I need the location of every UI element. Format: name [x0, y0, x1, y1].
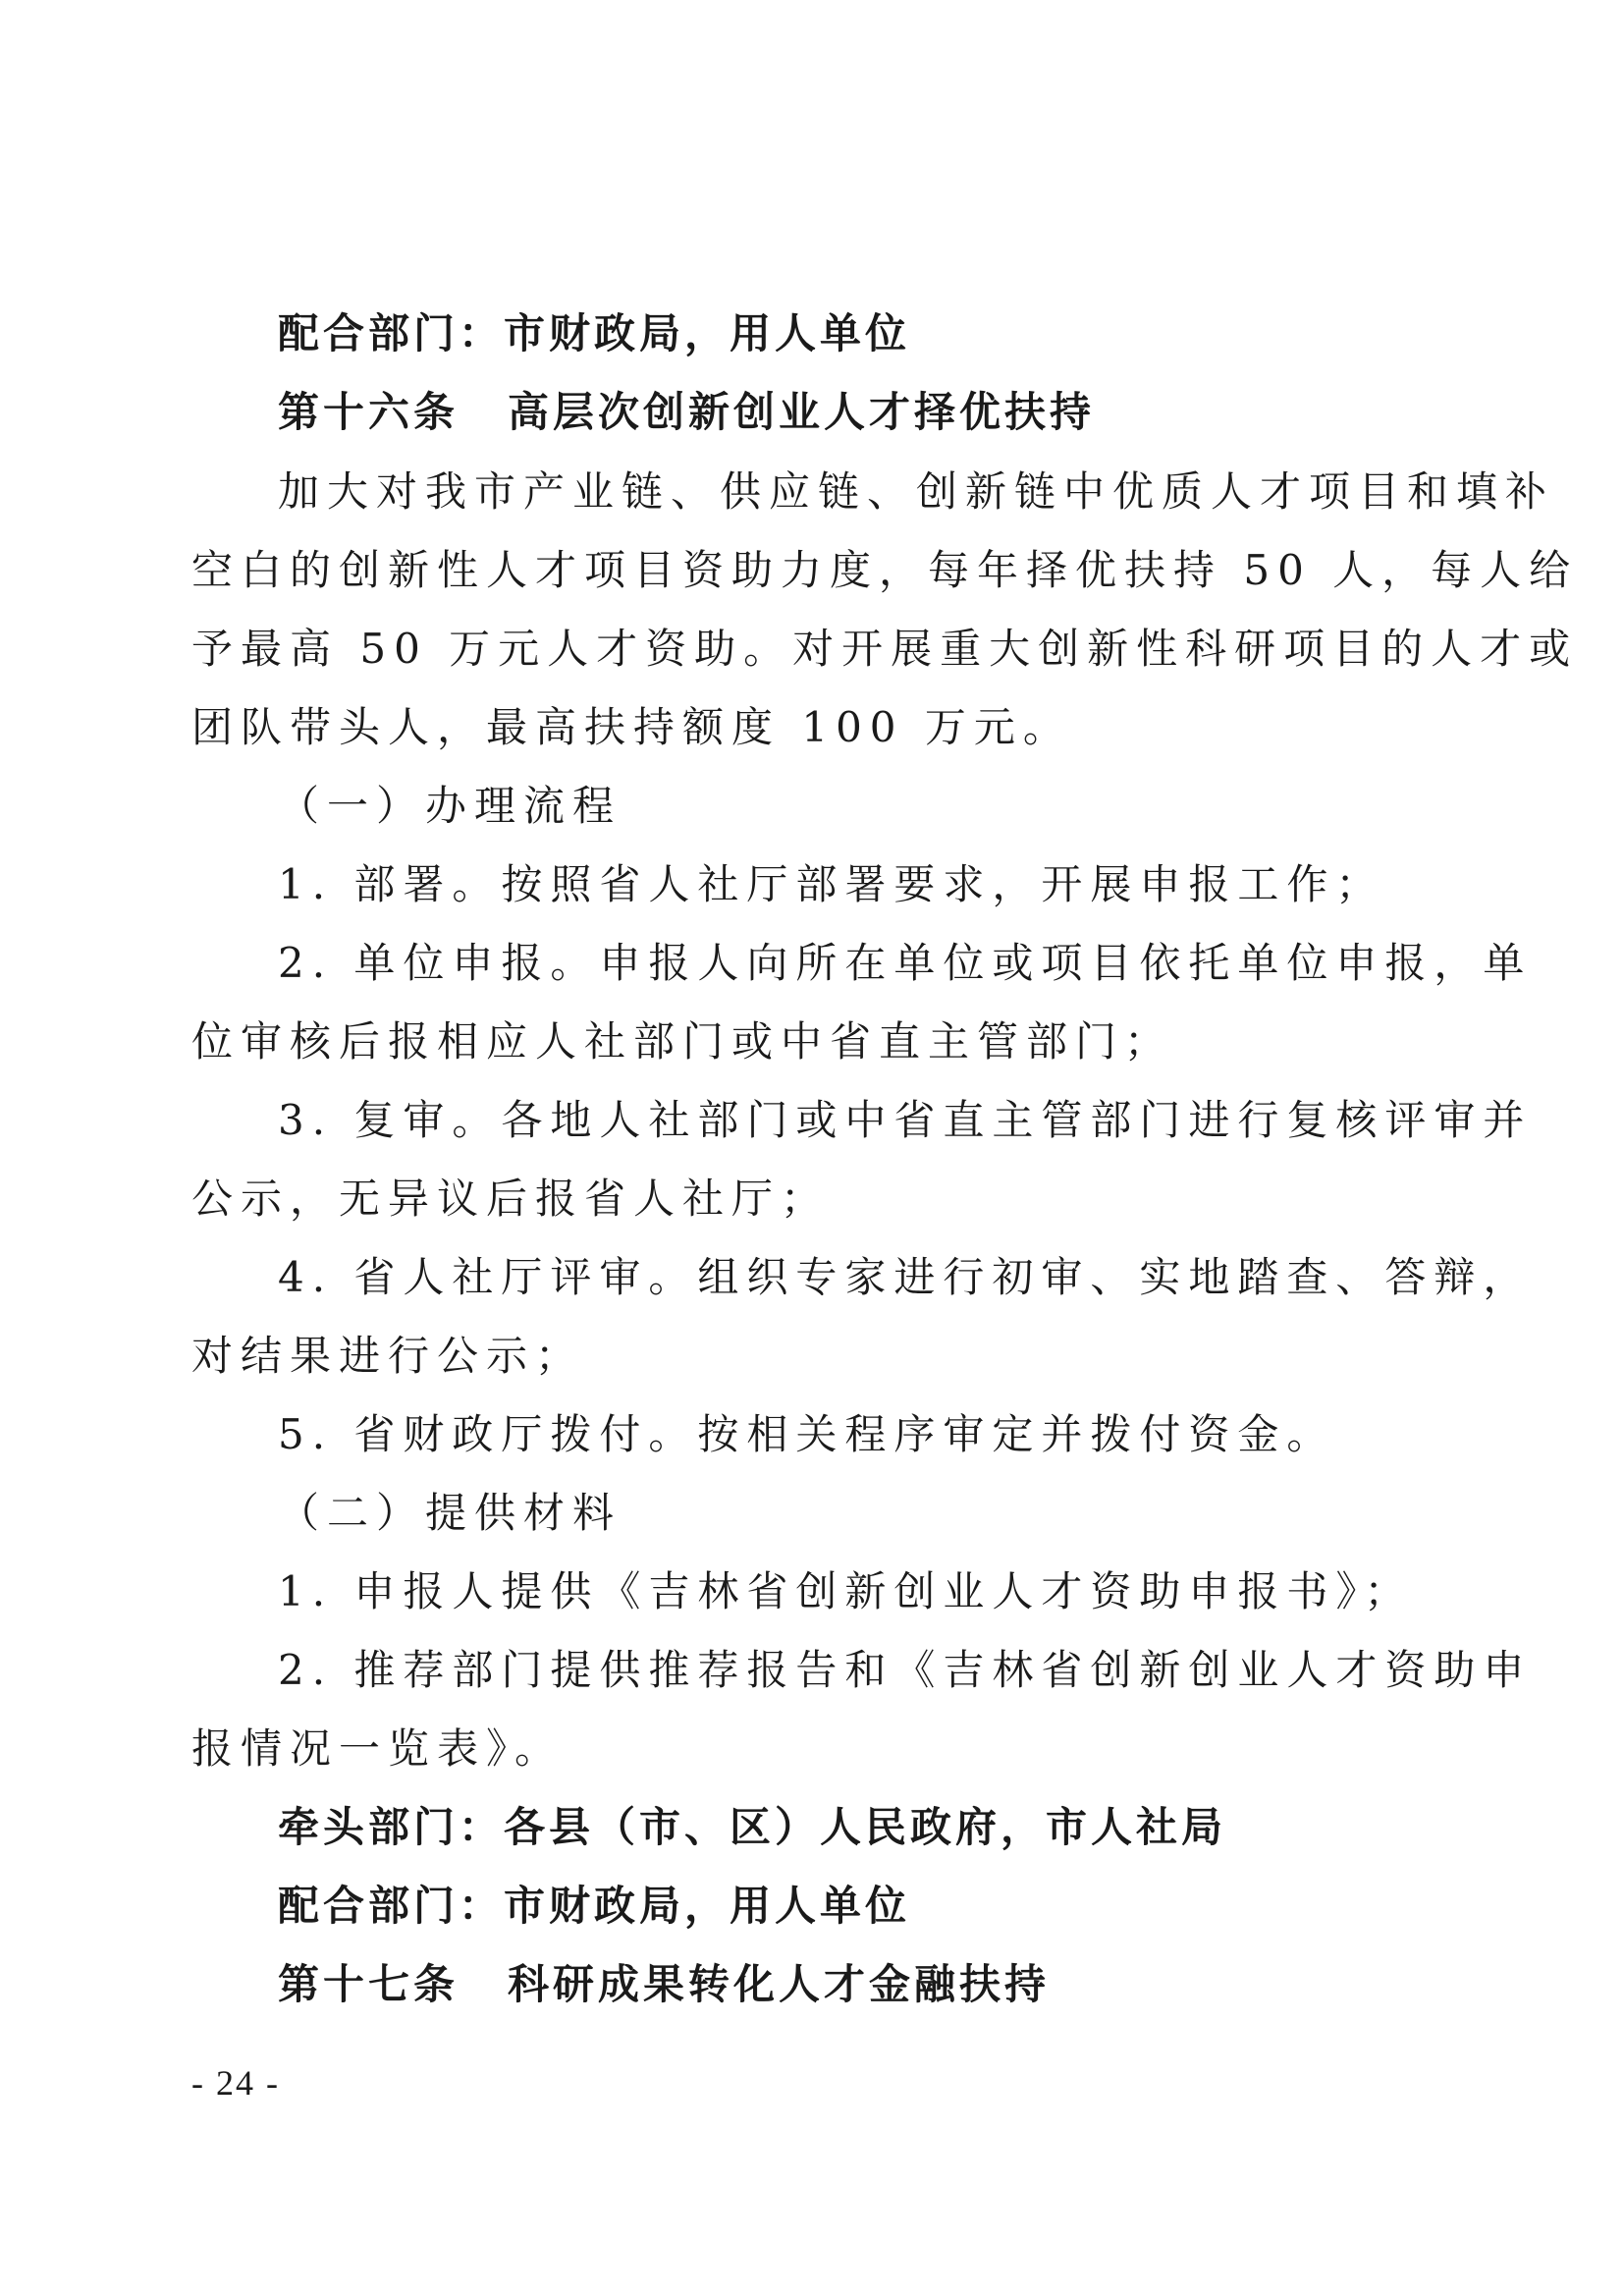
process-step-2-continued: 位审核后报相应人社部门或中省直主管部门； — [191, 1017, 1174, 1066]
paragraph-line: 予最高 50 万元人才资助。对开展重大创新性科研项目的人才或 — [191, 625, 1579, 673]
article-16-number: 第十六条 — [278, 388, 460, 436]
paragraph-line: 团队带头人，最高扶持额度 100 万元。 — [191, 703, 1072, 751]
article-17-title: 科研成果转化人才金融扶持 — [508, 1960, 1051, 2008]
material-item-2-continued: 报情况一览表》。 — [191, 1724, 565, 1773]
process-step-4-continued: 对结果进行公示； — [191, 1332, 585, 1380]
cooperating-departments-line: 配合部门：市财政局，用人单位 — [278, 1882, 911, 1930]
page-number: - 24 - — [191, 2063, 280, 2103]
process-step-2: 2. 单位申报。申报人向所在单位或项目依托单位申报，单 — [278, 939, 1533, 987]
section-heading-process: （一）办理流程 — [278, 782, 622, 830]
process-step-1: 1. 部署。按照省人社厅部署要求，开展申报工作； — [278, 860, 1385, 908]
section-heading-materials: （二）提供材料 — [278, 1489, 622, 1537]
article-16-heading — [278, 385, 1429, 440]
process-step-4: 4. 省人社厅评审。组织专家进行初审、实地踏查、答辩， — [278, 1253, 1533, 1301]
process-step-5: 5. 省财政厅拨付。按相关程序审定并拨付资金。 — [278, 1410, 1336, 1458]
paragraph-line: 加大对我市产业链、供应链、创新链中优质人才项目和填补 — [278, 467, 1555, 516]
lead-departments-line: 牵头部门：各县（市、区）人民政府，市人社局 — [278, 1803, 1227, 1851]
cooperating-departments-line: 配合部门：市财政局，用人单位 — [278, 309, 911, 357]
article-17-heading — [278, 1957, 1429, 2012]
process-step-3: 3. 复审。各地人社部门或中省直主管部门进行复核评审并 — [278, 1096, 1533, 1144]
material-item-2: 2. 推荐部门提供推荐报告和《吉林省创新创业人才资助申 — [278, 1646, 1533, 1694]
article-17-number: 第十七条 — [278, 1960, 460, 2008]
paragraph-line: 空白的创新性人才项目资助力度，每年择优扶持 50 人，每人给 — [191, 546, 1579, 594]
article-16-title: 高层次创新创业人才择优扶持 — [508, 388, 1096, 436]
material-item-1: 1. 申报人提供《吉林省创新创业人才资助申报书》； — [278, 1567, 1414, 1615]
process-step-3-continued: 公示，无异议后报省人社厅； — [191, 1175, 831, 1223]
